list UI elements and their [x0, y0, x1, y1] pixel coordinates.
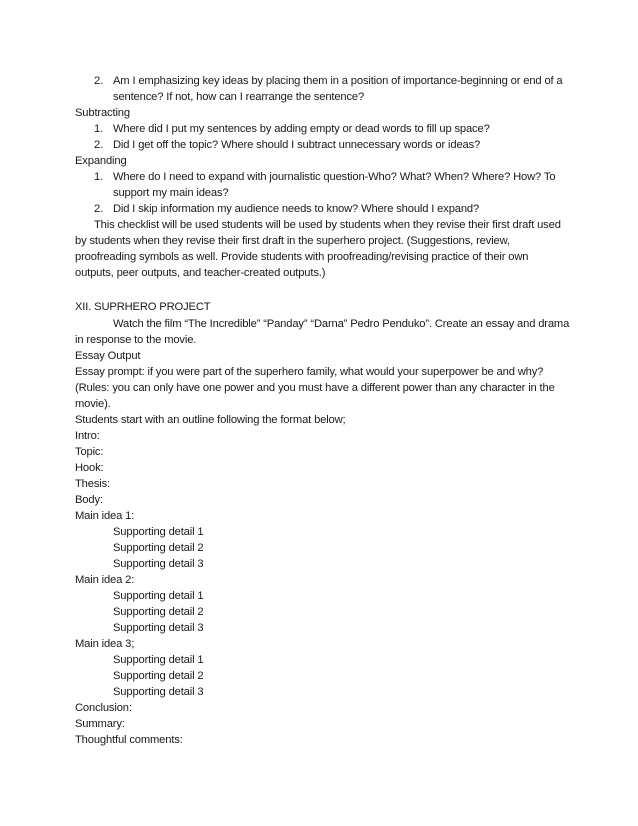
outline-label: Conclusion: [75, 702, 132, 714]
outline-supporting-detail: Supporting detail 2 [113, 542, 204, 554]
outline-supporting-detail: Supporting detail 1 [113, 654, 204, 666]
outline-supporting-detail: Supporting detail 1 [113, 526, 204, 538]
outline-supporting-detail: Supporting detail 1 [113, 590, 204, 602]
paragraph-line: Essay prompt: if you were part of the superhero family, what would your superpower be and why? [75, 366, 544, 378]
list-item-text: Where do I need to expand with journalistic question-Who? What? When? Where? How? To [113, 171, 556, 183]
section-heading-subtracting: Subtracting [75, 107, 130, 119]
section-heading-expanding: Expanding [75, 155, 127, 167]
outline-label: Intro: [75, 430, 100, 442]
list-number: 1. [94, 123, 104, 135]
paragraph-line: movie). [75, 398, 111, 410]
list-item-text: Where did I put my sentences by adding empty or dead words to fill up space? [113, 123, 490, 135]
list-item-text: Did I skip information my audience needs to know? Where should I expand? [113, 203, 480, 215]
paragraph-line: proofreading symbols as well. Provide students with proofreading/revising practice of their own [75, 251, 529, 263]
section-title-superhero-project: XII. SUPRHERO PROJECT [75, 301, 211, 313]
outline-label: Thoughtful comments: [75, 734, 183, 746]
outline-supporting-detail: Supporting detail 2 [113, 606, 204, 618]
outline-main-idea: Main idea 3; [75, 638, 135, 650]
paragraph-line: (Rules: you can only have one power and you must have a different power than any character in the [75, 382, 555, 394]
outline-supporting-detail: Supporting detail 3 [113, 686, 204, 698]
paragraph-line: by students when they revise their first draft in the superhero project. (Suggestions, review, [75, 235, 510, 247]
outline-label: Body: [75, 494, 103, 506]
outline-main-idea: Main idea 1: [75, 510, 135, 522]
list-item-text: Am I emphasizing key ideas by placing them in a position of importance-beginning or end of a [113, 75, 563, 87]
list-item-text: support my main ideas? [113, 187, 229, 199]
outline-main-idea: Main idea 2: [75, 574, 135, 586]
list-item-text: sentence? If not, how can I rearrange the sentence? [113, 91, 365, 103]
list-number: 1. [94, 171, 104, 183]
paragraph-line: outputs, peer outputs, and teacher-created outputs.) [75, 267, 326, 279]
outline-supporting-detail: Supporting detail 3 [113, 558, 204, 570]
outline-label: Topic: [75, 446, 104, 458]
list-number: 2. [94, 139, 104, 151]
paragraph-line: Watch the film “The Incredible” “Panday” “Darna” Pedro Penduko”. Create an essay and drama [113, 318, 570, 330]
list-item-text: Did I get off the topic? Where should I subtract unnecessary words or ideas? [113, 139, 481, 151]
list-number: 2. [94, 203, 104, 215]
outline-label: Hook: [75, 462, 104, 474]
list-number: 2. [94, 75, 104, 87]
paragraph-line: in response to the movie. [75, 334, 197, 346]
outline-label: Thesis: [75, 478, 111, 490]
outline-label: Summary: [75, 718, 125, 730]
paragraph-line: This checklist will be used students will be used by students when they revise their first draft used [94, 219, 561, 231]
essay-output-heading: Essay Output [75, 350, 141, 362]
outline-supporting-detail: Supporting detail 2 [113, 670, 204, 682]
outline-supporting-detail: Supporting detail 3 [113, 622, 204, 634]
paragraph-line: Students start with an outline following the format below; [75, 414, 346, 426]
